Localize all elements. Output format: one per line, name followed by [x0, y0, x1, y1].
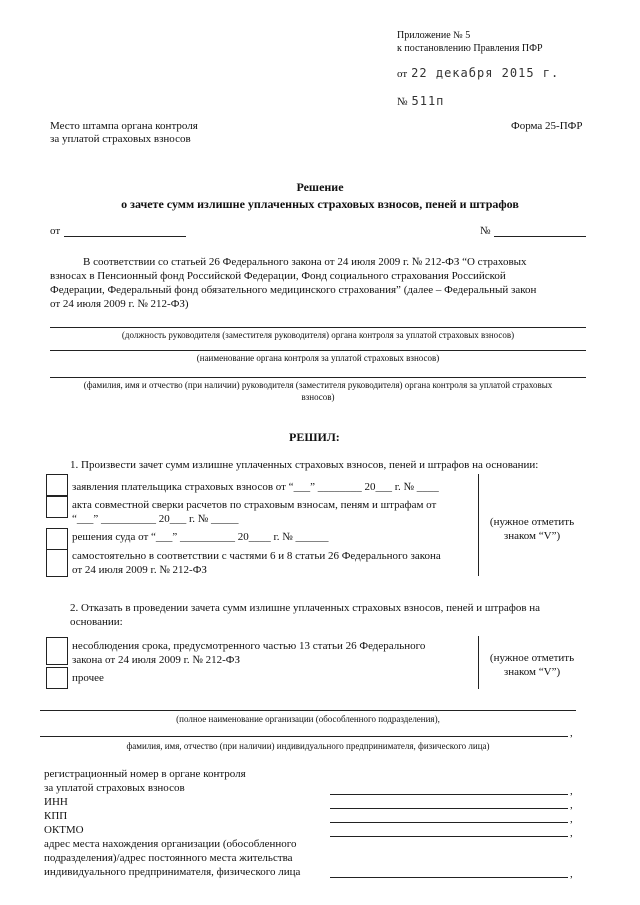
head-fio-caption-2: взносов) — [301, 392, 335, 402]
head-fio-line[interactable] — [50, 377, 586, 378]
position-line[interactable] — [50, 327, 586, 328]
num-label: № — [480, 225, 491, 237]
inn-line[interactable] — [330, 808, 568, 809]
kpp-label: КПП — [44, 810, 68, 822]
section1-note-line1: (нужное отметить — [489, 516, 575, 528]
option-self-line1: самостоятельно в соответствии с частями 6 и 8 статьи 26 Федерального закона — [72, 550, 441, 562]
appendix-resolution: к постановлению Правления ПФР — [397, 43, 543, 54]
stamp-place-line2: за уплатой страховых взносов — [50, 133, 191, 145]
appendix-date — [397, 64, 559, 82]
appendix-date-value: 22 декабря 2015 г. — [411, 66, 560, 80]
checkbox-court-decision[interactable] — [46, 528, 68, 550]
kpp-comma: , — [570, 813, 573, 825]
checkbox-deadline-violation[interactable] — [46, 637, 68, 665]
ip-fio-comma: , — [570, 727, 573, 739]
appendix-num-value: 511п — [411, 94, 445, 108]
intro-line1: В соответствии со статьей 26 Федерального закона от 24 июля 2009 г. № 212-ФЗ “О страховых — [83, 256, 527, 268]
oktmo-comma: , — [570, 827, 573, 839]
option-reconciliation-line1: акта совместной сверки расчетов по страховым взносам, пеням и штрафам от — [72, 499, 437, 511]
section2-note-line2: знаком “V”) — [503, 666, 561, 678]
reg-number-comma: , — [570, 785, 573, 797]
section1-note-line2: знаком “V”) — [503, 530, 561, 542]
option-deadline-line2: закона от 24 июля 2009 г. № 212-ФЗ — [72, 654, 240, 666]
organ-name-caption: (наименование органа контроля за уплатой страховых взносов) — [196, 353, 440, 363]
address-line[interactable] — [330, 877, 568, 878]
section1-heading: 1. Произвести зачет сумм излишне уплаченных страховых взносов, пеней и штрафов на основании: — [70, 459, 539, 471]
checkbox-other[interactable] — [46, 667, 68, 689]
stamp-place-line1: Место штампа органа контроля — [50, 120, 198, 132]
appendix-date-prefix: от — [397, 68, 408, 80]
section2-heading-line2: основании: — [70, 616, 123, 628]
org-full-name-line[interactable] — [40, 710, 576, 711]
title-line1: Решение — [296, 180, 344, 194]
oktmo-line[interactable] — [330, 836, 568, 837]
option-reconciliation-line2: “___” __________ 20___ г. № _____ — [72, 513, 239, 525]
option-application: заявления плательщика страховых взносов от “___” ________ 20___ г. № ____ — [72, 481, 439, 493]
reg-number-label-2: за уплатой страховых взносов — [44, 782, 185, 794]
address-label-3: индивидуального предпринимателя, физического лица — [44, 866, 301, 878]
from-date-line[interactable] — [64, 236, 186, 237]
checkbox-reconciliation-act[interactable] — [46, 496, 68, 518]
appendix-number: Приложение № 5 — [397, 30, 471, 41]
ip-fio-caption: фамилия, имя, отчество (при наличии) индивидуального предпринимателя, физического лица) — [126, 741, 490, 751]
section2-heading-line1: 2. Отказать в проведении зачета сумм излишне уплаченных страховых взносов, пеней и штрафов на — [70, 602, 541, 614]
decided-heading: РЕШИЛ: — [289, 430, 340, 444]
address-comma: , — [570, 868, 573, 880]
org-full-name-caption: (полное наименование организации (обособленного подразделения), — [176, 714, 440, 724]
oktmo-label: ОКТМО — [44, 824, 84, 836]
form-name: Форма 25-ПФР — [511, 120, 583, 132]
organ-name-line[interactable] — [50, 350, 586, 351]
option-other: прочее — [72, 672, 104, 684]
option-self-line2: от 24 июля 2009 г. № 212-ФЗ — [72, 564, 207, 576]
option-deadline-line1: несоблюдения срока, предусмотренного частью 13 статьи 26 Федерального — [72, 640, 426, 652]
position-caption: (должность руководителя (заместителя руководителя) органа контроля за уплатой страховых взносов) — [121, 330, 515, 340]
appendix-num — [397, 92, 444, 110]
inn-label: ИНН — [44, 796, 68, 808]
title-line2: о зачете сумм излишне уплаченных страховых взносов, пеней и штрафов — [121, 197, 519, 211]
address-label-2: подразделения)/адрес постоянного места жительства — [44, 852, 293, 864]
address-label-1: адрес места нахождения организации (обособленного — [44, 838, 297, 850]
kpp-line[interactable] — [330, 822, 568, 823]
appendix-num-prefix: № — [397, 96, 408, 108]
num-value-line[interactable] — [494, 236, 586, 237]
reg-number-line[interactable] — [330, 794, 568, 795]
intro-line3: Федерации, Федеральный фонд обязательного медицинского страхования” (далее – Федеральный закон — [50, 284, 537, 296]
intro-line2: взносах в Пенсионный фонд Российской Федерации, Фонд социального страхования Российской — [50, 270, 506, 282]
option-court-decision: решения суда от “___” __________ 20____ г. № ______ — [72, 531, 329, 543]
from-label: от — [50, 225, 61, 237]
checkbox-self[interactable] — [46, 549, 68, 577]
section2-note-line1: (нужное отметить — [489, 652, 575, 664]
reg-number-label-1: регистрационный номер в органе контроля — [44, 768, 246, 780]
head-fio-caption-1: (фамилия, имя и отчество (при наличии) руководителя (заместителя руководителя) органа контроля за уплатой страховых — [83, 380, 553, 390]
ip-fio-line[interactable] — [40, 736, 568, 737]
checkbox-application[interactable] — [46, 474, 68, 496]
intro-line4: от 24 июля 2009 г. № 212-ФЗ) — [50, 298, 189, 310]
inn-comma: , — [570, 799, 573, 811]
